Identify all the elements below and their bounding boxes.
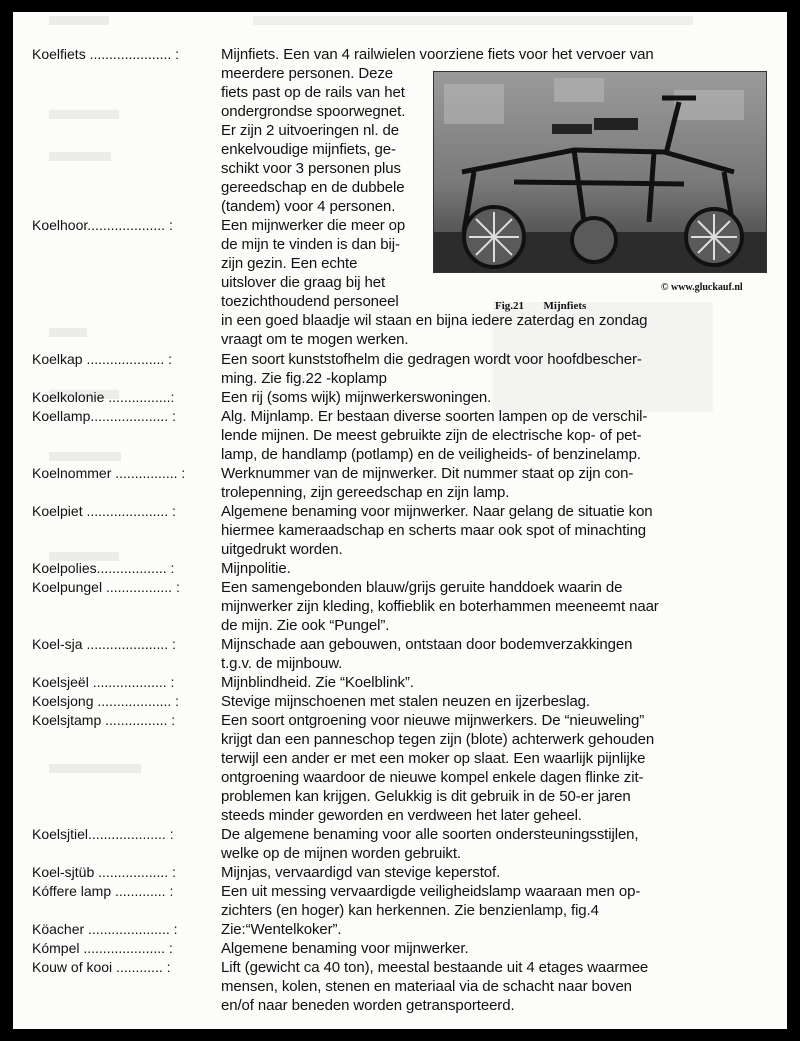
entry-definition: [221, 958, 701, 1015]
entry-term: Koelsjong ................... :: [32, 693, 180, 709]
entry-definition: [221, 578, 701, 635]
definition-line: zijn gezin. Een echte: [221, 255, 358, 272]
definition-line: hiermee kameraadschap en scherts maar ook spot of minachting: [221, 522, 647, 539]
entry-definition: [221, 350, 701, 388]
entry-term: Kómpel ..................... :: [32, 940, 173, 956]
entry-definition: [221, 825, 701, 863]
definition-line: de mijn. Zie ook “Pungel”.: [221, 617, 390, 634]
entry-term: Koelsjtamp ................ :: [32, 712, 176, 728]
definition-line: de mijn te vinden is dan bij-: [221, 236, 400, 253]
definition-line: Een soort kunststofhelm die gedragen wordt voor hoofdbescher-: [221, 351, 642, 368]
definition-line: Algemene benaming voor mijnwerker. Naar gelang de situatie kon: [221, 503, 653, 520]
document-page: [13, 12, 787, 1029]
definition-line: Stevige mijnschoenen met stalen neuzen en ijzerbeslag.: [221, 693, 590, 710]
figure-title: Mijnfiets: [543, 300, 587, 312]
definition-line: Mijnblindheid. Zie “Koelblink”.: [221, 674, 414, 691]
entry-term: Koelsjtiel.................... :: [32, 826, 174, 842]
definition-line: toezichthoudend personeel: [221, 293, 399, 310]
entry-term: Koellamp.................... :: [32, 408, 176, 424]
definition-line: Zie:“Wentelkoker”.: [221, 921, 342, 938]
figure-credit: © www.gluckauf.nl: [661, 282, 743, 293]
definition-line: Een uit messing vervaardigde veiligheidslamp waaraan men op-: [221, 883, 641, 900]
entry-term: Koelnommer ................ :: [32, 465, 186, 481]
definition-line: ming. Zie fig.22 -koplamp: [221, 370, 387, 387]
definition-line: lamp, de handlamp (potlamp) en de veiligheids- of benzinelamp.: [221, 446, 641, 463]
entry-term: Koelpungel ................. :: [32, 579, 180, 595]
definition-line: steeds minder geworden en verdween het later geheel.: [221, 807, 582, 824]
definition-line: Algemene benaming voor mijnwerker.: [221, 940, 469, 957]
entry-definition: [221, 711, 701, 825]
entry-term: Koelkolonie ................:: [32, 389, 175, 405]
definition-line: Mijnjas, vervaardigd van stevige keperstof.: [221, 864, 501, 881]
entry-term: Kóffere lamp ............. :: [32, 883, 174, 899]
definition-line: zichters (en hoger) kan herkennen. Zie benzienlamp, fig.4: [221, 902, 599, 919]
entry-definition: [221, 45, 701, 216]
definition-line: mensen, kolen, stenen en materiaal via de schacht naar boven: [221, 978, 632, 995]
definition-line: Mijnfiets. Een van 4 railwielen voorziene fiets voor het vervoer van: [221, 46, 654, 63]
entry-definition: [221, 882, 701, 920]
definition-line: krijgt dan een panneschop tegen zijn (blote) achterwerk gehouden: [221, 731, 655, 748]
entry-term: Koelpiet ..................... :: [32, 503, 176, 519]
definition-line: problemen kan krijgen. Gelukkig is dit gebruik in de 50-er jaren: [221, 788, 631, 805]
definition-line: in een goed blaadje wil staan en bijna iedere zaterdag en zondag: [221, 312, 648, 329]
entry-definition: [221, 635, 701, 673]
entry-term: Koelhoor.................... :: [32, 217, 173, 233]
definition-line: ontgroening waardoor de nieuwe kompel enkele dagen flinke zit-: [221, 769, 644, 786]
entry-term: Koel-sja ..................... :: [32, 636, 176, 652]
definition-line: enkelvoudige mijnfiets, ge-: [221, 141, 396, 158]
definition-line: De algemene benaming voor alle soorten ondersteuningsstijlen,: [221, 826, 639, 843]
definition-line: mijnwerker zijn kleding, koffieblik en boterhammen meeneemt naar: [221, 598, 659, 615]
definition-line: meerdere personen. Deze: [221, 65, 393, 82]
entry-term: Koelpolies.................. :: [32, 560, 175, 576]
definition-line: Lift (gewicht ca 40 ton), meestal bestaande uit 4 etages waarmee: [221, 959, 649, 976]
definition-line: Alg. Mijnlamp. Er bestaan diverse soorten lampen op de verschil-: [221, 408, 648, 425]
entry-definition: [221, 920, 701, 939]
entry-definition: [221, 388, 701, 407]
entry-term: Kouw of kooi ............ :: [32, 959, 171, 975]
entry-term: Koelfiets ..................... :: [32, 46, 180, 62]
entry-definition: [221, 407, 701, 464]
definition-line: uitslover die graag bij het: [221, 274, 386, 291]
definition-line: Mijnschade aan gebouwen, ontstaan door bodemverzakkingen: [221, 636, 633, 653]
entry-definition: [221, 216, 701, 349]
entry-term: Köacher ..................... :: [32, 921, 178, 937]
definition-line: gereedschap en de dubbele: [221, 179, 405, 196]
entry-term: Koel-sjtüb .................. :: [32, 864, 176, 880]
entry-definition: [221, 502, 701, 559]
entry-definition: [221, 939, 701, 958]
entry-definition: [221, 863, 701, 882]
definition-line: fiets past op de rails van het: [221, 84, 405, 101]
definition-line: Een rij (soms wijk) mijnwerkerswoningen.: [221, 389, 492, 406]
definition-line: uitgedrukt worden.: [221, 541, 343, 558]
entry-definition: [221, 692, 701, 711]
definition-line: lende mijnen. De meest gebruikte zijn de electrische kop- of pet-: [221, 427, 642, 444]
entry-definition: [221, 673, 701, 692]
definition-line: ondergrondse spoorwegnet.: [221, 103, 406, 120]
definition-line: Mijnpolitie.: [221, 560, 291, 577]
definition-line: trolepenning, zijn gereedschap en zijn lamp.: [221, 484, 510, 501]
definition-line: Een mijnwerker die meer op: [221, 217, 406, 234]
definition-line: welke op de mijnen worden gebruikt.: [221, 845, 461, 862]
figure-number: Fig.21: [495, 300, 525, 312]
definition-line: Werknummer van de mijnwerker. Dit nummer staat op zijn con-: [221, 465, 634, 482]
definition-line: Een soort ontgroening voor nieuwe mijnwerkers. De “nieuweling”: [221, 712, 645, 729]
entry-term: Koelsjeël ................... :: [32, 674, 175, 690]
entry-term: Koelkap .................... :: [32, 351, 173, 367]
definition-line: schikt voor 3 personen plus: [221, 160, 401, 177]
definition-line: (tandem) voor 4 personen.: [221, 198, 396, 215]
entry-definition: [221, 559, 701, 578]
definition-line: vraagt om te mogen werken.: [221, 331, 409, 348]
entry-definition: [221, 464, 701, 502]
definition-line: Een samengebonden blauw/grijs geruite handdoek waarin de: [221, 579, 623, 596]
definition-line: Er zijn 2 uitvoeringen nl. de: [221, 122, 400, 139]
definition-line: t.g.v. de mijnbouw.: [221, 655, 343, 672]
definition-line: en/of naar beneden worden getransporteerd.: [221, 997, 515, 1014]
definition-line: terwijl een ander er met een moker op slaat. Een waarlijk pijnlijke: [221, 750, 646, 767]
